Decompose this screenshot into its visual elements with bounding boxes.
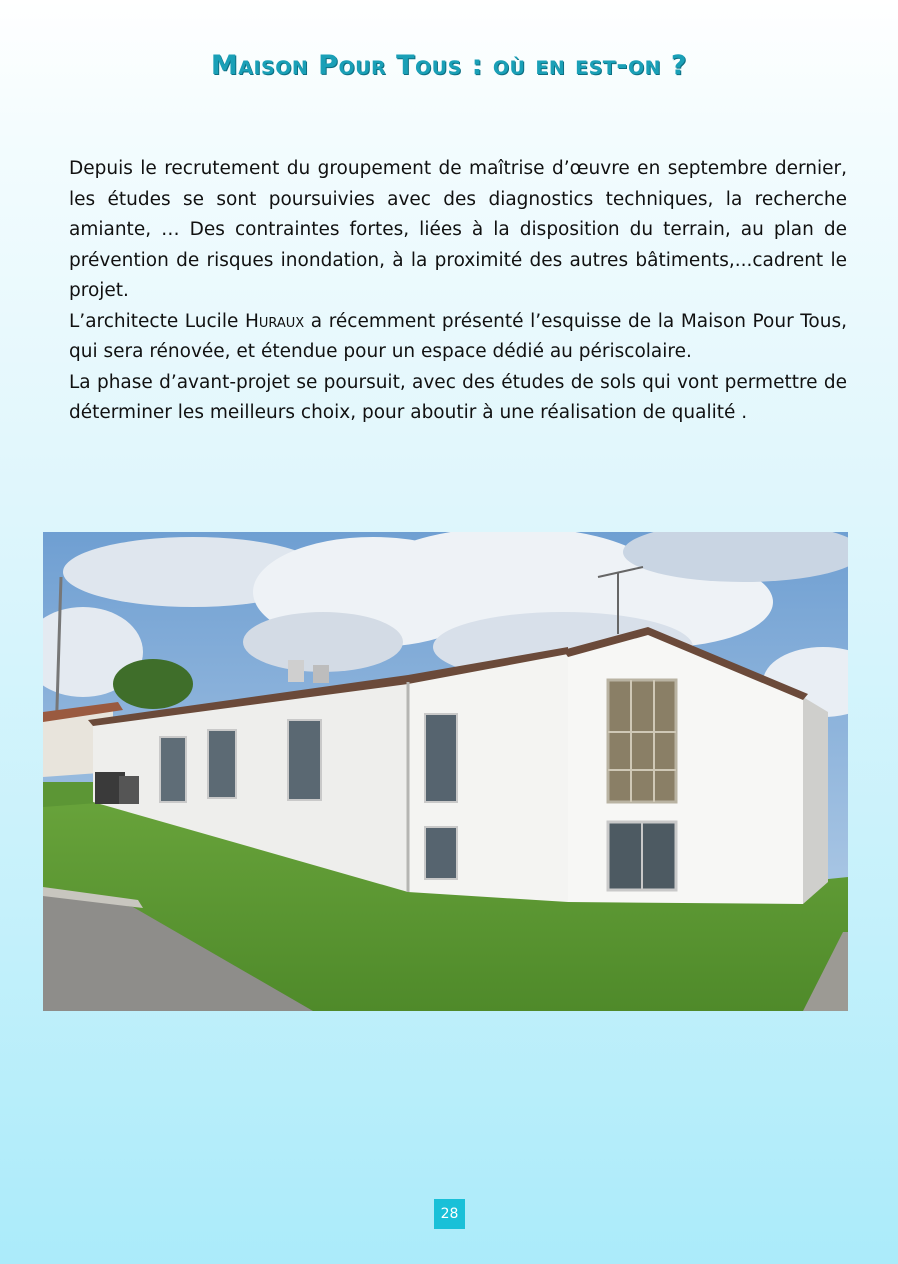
article-body bbox=[69, 154, 847, 429]
paragraph-2-end: a récemment présenté l’esquisse de la Maison Pour Tous, qui sera rénovée, et étendue pour un espace dédié au périscolaire. bbox=[69, 310, 847, 362]
page-title: Maison Pour Tous : où en est-on ? bbox=[210, 50, 688, 81]
architect-name: Huraux bbox=[244, 310, 305, 332]
gable-windows bbox=[608, 680, 676, 890]
paragraph-2 bbox=[69, 307, 847, 368]
page-number: 28 bbox=[434, 1199, 465, 1229]
paragraph-1: Depuis le recrutement du groupement de maîtrise d’œuvre en septembre dernier, les études se sont poursuivies avec des diagnostics techniques, la recherche amiante, … Des contraintes fortes, liées à la disposition du terrain, au plan de prévention de risques inondation, à la proximité des autres bâtiments,...cadrent le projet. bbox=[69, 158, 847, 301]
building-photo bbox=[43, 532, 848, 1011]
paragraph-3: La phase d’avant-projet se poursuit, avec des études de sols qui vont permettre de déterminer les meilleurs choix, pour aboutir à une réalisation de qualité . bbox=[69, 371, 847, 423]
building-photo-illustration bbox=[43, 532, 848, 1011]
paragraph-2-start: L’architecte Lucile bbox=[69, 310, 245, 332]
tree bbox=[113, 659, 193, 709]
